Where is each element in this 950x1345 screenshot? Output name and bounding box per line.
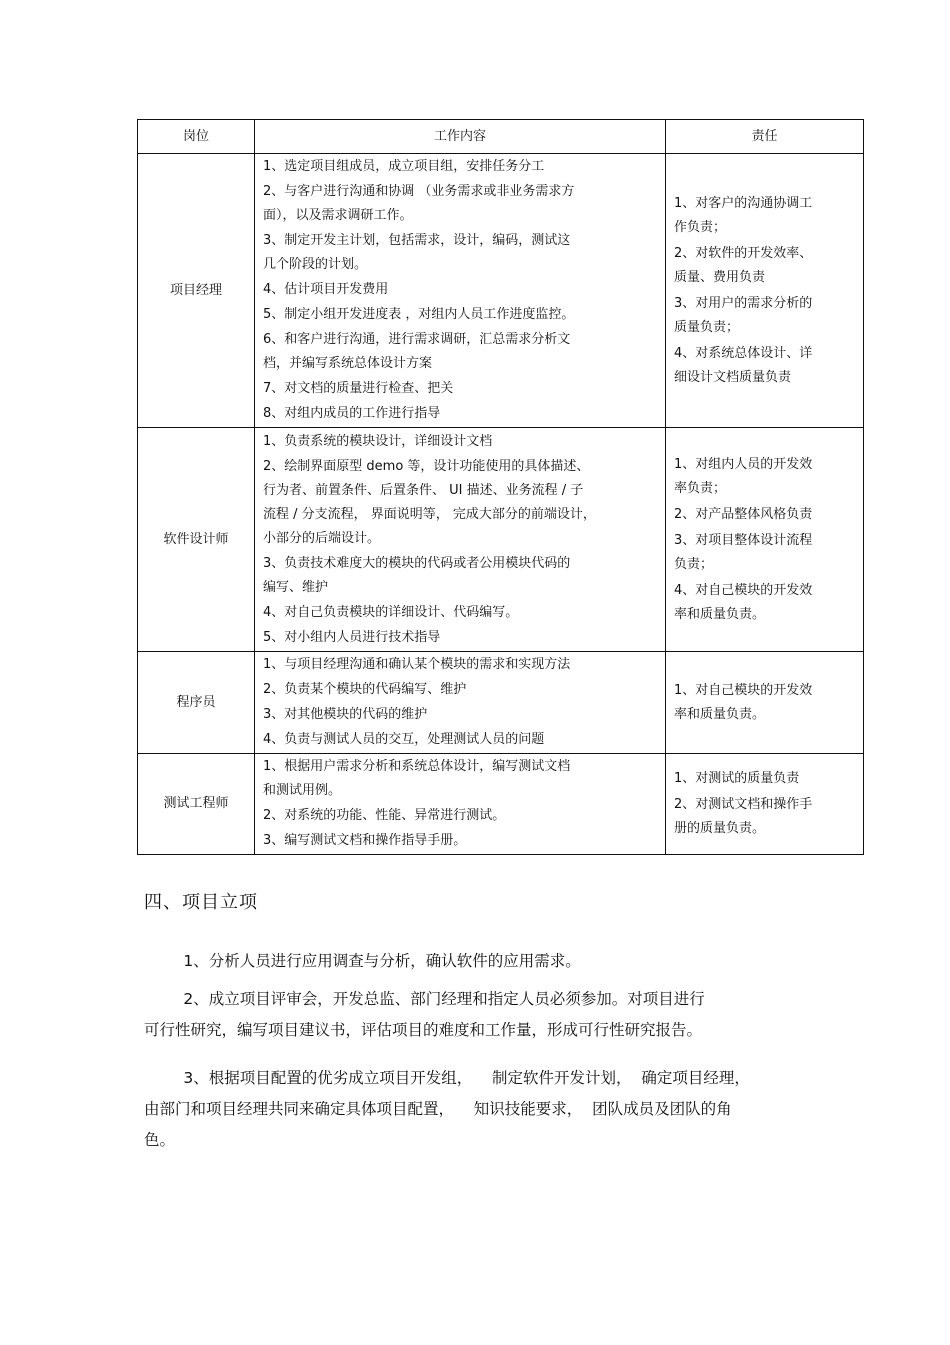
paragraph-line: 色。	[144, 1131, 176, 1149]
text-line: 质量、费用负责	[674, 269, 766, 285]
text-line: 1、对客户的沟通协调工	[674, 195, 813, 211]
text-line: 面），以及需求调研工作。	[263, 208, 413, 223]
text-line: 3、对用户的需求分析的	[674, 295, 813, 311]
text-line: 细设计文档质量负责	[674, 369, 792, 385]
role-cell: 测试工程师	[138, 754, 255, 855]
work-item	[263, 303, 661, 327]
paragraph-line: 可行性研究，编写项目建议书，评估项目的难度和工作量，形成可行性研究报告。	[144, 1021, 703, 1039]
text-line: 2、与客户进行沟通和协调 （业务需求或非业务需求方	[263, 184, 575, 199]
work-item	[263, 755, 661, 803]
text-line: 2、绘制界面原型 demo 等，设计功能使用的具体描述、	[263, 458, 590, 474]
responsibility-item	[674, 503, 859, 527]
work-item	[263, 155, 661, 179]
responsibility-cell	[666, 754, 864, 855]
responsibility-cell	[666, 652, 864, 754]
text-line: 7、对文档的质量进行检查、把关	[263, 381, 454, 396]
work-item	[263, 328, 661, 376]
role-cell: 项目经理	[138, 154, 255, 428]
text-line: 负责；	[674, 556, 714, 572]
table-row-test-engineer	[138, 754, 864, 855]
work-content-cell	[255, 154, 666, 428]
role-cell: 软件设计师	[138, 428, 255, 652]
text-line: 和测试用例。	[263, 783, 342, 798]
paragraph	[144, 946, 834, 977]
text-line: 1、对测试的质量负责	[674, 771, 800, 786]
text-line: 4、对系统总体设计、详	[674, 345, 813, 361]
paragraph-line: 3、根据项目配置的优劣成立项目开发组， 制定软件开发计划， 确定项目经理，	[144, 1069, 750, 1087]
text-line: 小部分的后端设计。	[263, 530, 381, 546]
text-line: 3、制定开发主计划，包括需求，设计，编码，测试这	[263, 233, 571, 248]
text-line: 3、对项目整体设计流程	[674, 532, 813, 548]
text-line: 1、对组内人员的开发效	[674, 456, 813, 472]
text-line: 作负责；	[674, 219, 727, 235]
work-content-cell	[255, 428, 666, 652]
header-work: 工作内容	[255, 120, 666, 154]
text-line: 3、编写测试文档和操作指导手册。	[263, 833, 467, 848]
paragraph	[144, 984, 834, 1046]
text-line: 编写、维护	[263, 579, 329, 595]
responsibility-item	[674, 793, 859, 841]
work-item	[263, 653, 661, 677]
text-line: 4、对自己负责模块的详细设计、代码编写。	[263, 604, 519, 620]
work-item	[263, 804, 661, 828]
work-item	[263, 377, 661, 401]
text-line: 1、选定项目组成员，成立项目组，安排任务分工	[263, 159, 545, 174]
text-line: 8、对组内成员的工作进行指导	[263, 406, 441, 421]
work-item	[263, 678, 661, 702]
paragraph-line: 2、成立项目评审会，开发总监、部门经理和指定人员必须参加。对项目进行	[144, 990, 705, 1008]
text-line: 4、负责与测试人员的交互，处理测试人员的问题	[263, 732, 545, 747]
work-item	[263, 229, 661, 277]
table-row-software-designer	[138, 428, 864, 652]
responsibility-item	[674, 529, 859, 577]
text-line: 行为者、前置条件、后置条件、 UI 描述、业务流程 / 子	[263, 482, 584, 498]
table-row-project-manager	[138, 154, 864, 428]
role-cell: 程序员	[138, 652, 255, 754]
table-header-row	[138, 120, 864, 154]
section-title: 四、项目立项	[144, 892, 258, 913]
paragraph-line: 由部门和项目经理共同来确定具体项目配置， 知识技能要求， 团队成员及团队的角	[144, 1100, 732, 1118]
responsibility-item	[674, 767, 859, 791]
text-line: 流程 / 分支流程， 界面说明等， 完成大部分的前端设计，	[263, 506, 596, 522]
text-line: 5、对小组内人员进行技术指导	[263, 629, 441, 645]
text-line: 2、对软件的开发效率、	[674, 245, 813, 261]
work-item	[263, 552, 661, 600]
text-line: 4、对自己模块的开发效	[674, 582, 813, 598]
header-resp: 责任	[666, 120, 864, 154]
work-item	[263, 402, 661, 426]
paragraph	[144, 1063, 834, 1156]
responsibility-item	[674, 292, 859, 340]
roles-table	[137, 119, 864, 855]
text-line: 5、制定小组开发进度表 ，对组内人员工作进度监控。	[263, 307, 575, 322]
text-line: 6、和客户进行沟通，进行需求调研，汇总需求分析文	[263, 332, 571, 347]
responsibility-item	[674, 579, 859, 627]
responsibility-cell	[666, 428, 864, 652]
work-item	[263, 180, 661, 228]
work-item	[263, 455, 661, 551]
text-line: 率负责；	[674, 480, 727, 496]
work-item	[263, 601, 661, 625]
text-line: 率和质量负责。	[674, 706, 766, 722]
text-line: 册的质量负责。	[674, 821, 766, 836]
work-item	[263, 278, 661, 302]
text-line: 3、负责技术难度大的模块的代码或者公用模块代码的	[263, 555, 571, 571]
work-item	[263, 626, 661, 650]
text-line: 2、对测试文档和操作手	[674, 797, 813, 812]
text-line: 1、与项目经理沟通和确认某个模块的需求和实现方法	[263, 657, 571, 672]
text-line: 率和质量负责。	[674, 606, 766, 622]
responsibility-cell	[666, 154, 864, 428]
text-line: 4、估计项目开发费用	[263, 282, 389, 297]
text-line: 2、对产品整体风格负责	[674, 506, 813, 522]
work-item	[263, 703, 661, 727]
responsibility-item	[674, 453, 859, 501]
text-line: 1、根据用户需求分析和系统总体设计，编写测试文档	[263, 759, 571, 774]
paragraph-line: 1、分析人员进行应用调查与分析，确认软件的应用需求。	[144, 952, 581, 970]
text-line: 质量负责；	[674, 319, 740, 335]
text-line: 档，并编写系统总体设计方案	[263, 356, 433, 371]
text-line: 2、负责某个模块的代码编写、维护	[263, 682, 467, 697]
responsibility-item	[674, 192, 859, 240]
text-line: 2、对系统的功能、性能、异常进行测试。	[263, 808, 506, 823]
work-content-cell	[255, 754, 666, 855]
text-line: 3、对其他模块的代码的维护	[263, 707, 428, 722]
table-row-programmer	[138, 652, 864, 754]
responsibility-item	[674, 242, 859, 290]
responsibility-item	[674, 342, 859, 390]
responsibility-item	[674, 679, 859, 727]
work-content-cell	[255, 652, 666, 754]
header-role: 岗位	[138, 120, 255, 154]
text-line: 1、负责系统的模块设计，详细设计文档	[263, 433, 493, 449]
text-line: 几个阶段的计划。	[263, 257, 368, 272]
work-item	[263, 829, 661, 853]
work-item	[263, 728, 661, 752]
work-item	[263, 430, 661, 454]
text-line: 1、对自己模块的开发效	[674, 682, 813, 698]
